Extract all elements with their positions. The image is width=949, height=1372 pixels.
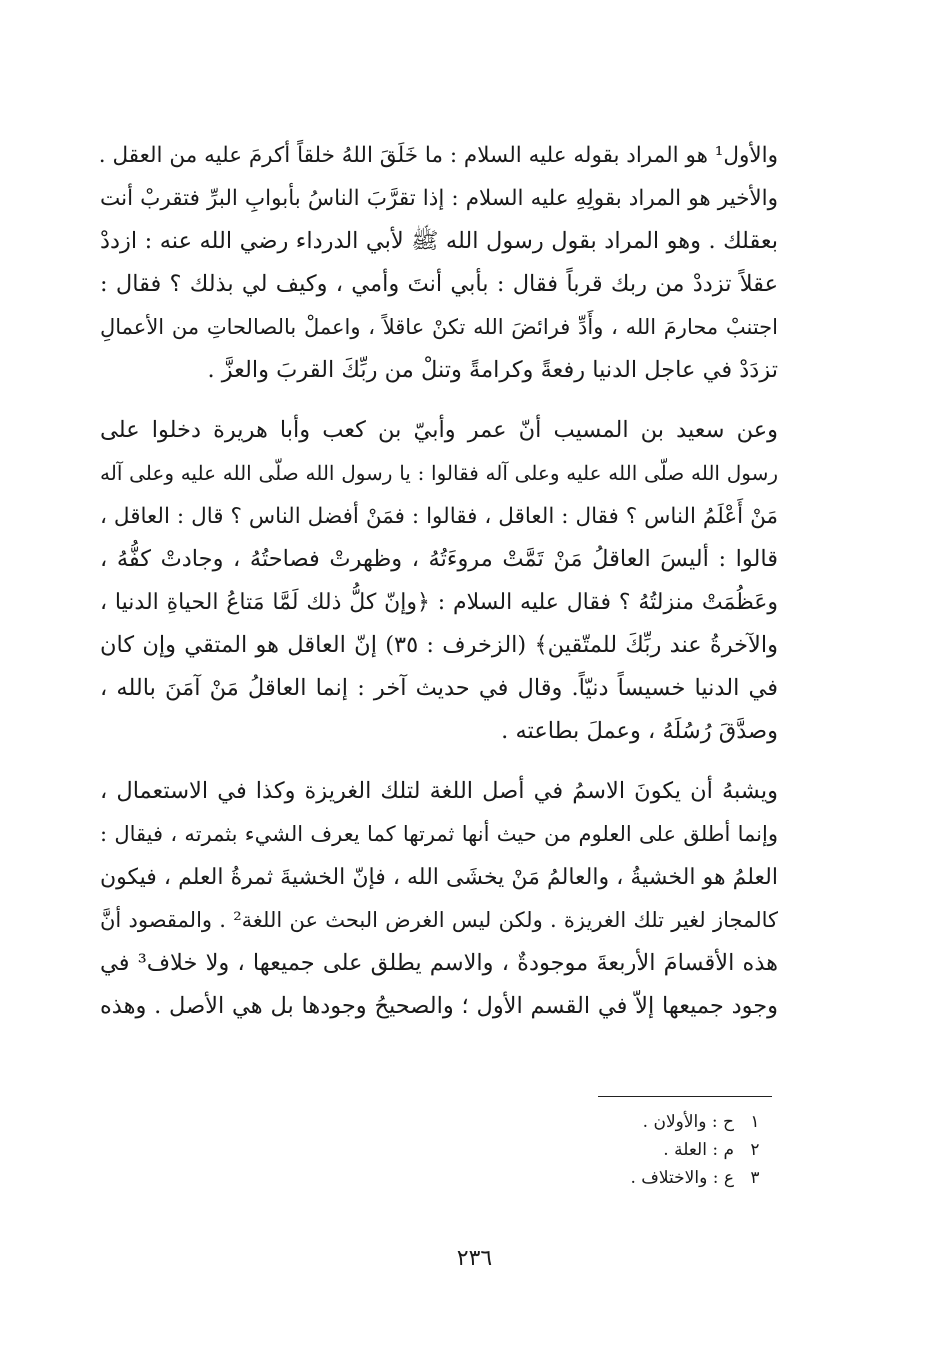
paragraph-3 [100, 770, 778, 1028]
text-line: وعن سعيد بن المسيب أنّ عمر وأبيّ بن كعب وأبا هريرة دخلوا على [100, 417, 778, 443]
text-line: مَنْ أَعْلَمُ الناس ؟ فقال : العاقل ، فقالوا : فمَنْ أفضل الناس ؟ قال : العاقل ، [100, 504, 778, 529]
footnote-text: ح : والأولان . [642, 1112, 734, 1132]
text-line: قالوا : أليسَ العاقلُ مَنْ تَمَّتْ مروءَتُهُ ، وظهرتْ فصاحتُهُ ، وجادتْ كفُّهُ ، [100, 546, 778, 572]
text-line: والأول¹ هو المراد بقوله عليه السلام : ما خَلَقَ اللهُ خلقاً أكرمَ عليه من العقل . [98, 143, 778, 168]
paragraph-1 [100, 134, 778, 392]
footnote-1 [540, 1108, 760, 1136]
footnote-text: م : العلة . [663, 1140, 734, 1160]
text-line: رسول الله صلّى الله عليه وعلى آله فقالوا : يا رسول الله صلّى الله عليه وعلى آله [100, 461, 778, 485]
footnotes [540, 1108, 760, 1192]
footnote-number: ٢ [750, 1140, 760, 1160]
text-line: في الدنيا خسيساً دنيّاً. وقال في حديث آخر : إنما العاقلُ مَنْ آمَنَ بالله ، [100, 675, 778, 701]
paragraph-2 [100, 409, 778, 753]
text-line: العلمُ هو الخشيةُ ، والعالمُ مَنْ يخشَى الله ، فإنّ الخشيةَ ثمرةُ العلم ، فيكون [100, 865, 778, 890]
footnote-number: ١ [750, 1112, 760, 1132]
text-line: بعقلك . وهو المراد بقول رسول الله ﷺ لأبي الدرداء رضي الله عنه : ازددْ [100, 228, 778, 254]
footnote-2 [540, 1136, 760, 1164]
footnote-divider [598, 1096, 772, 1097]
text-line: كالمجاز لغير تلك الغريزة . ولكن ليس الغرض البحث عن اللغة² . والمقصود أنَّ [100, 908, 778, 932]
main-text [100, 134, 778, 1045]
text-line: عقلاً تزددْ من ربك قرباً فقال : بأبي أنتَ وأمي ، وكيف لي بذلك ؟ فقال : [100, 271, 778, 297]
footnote-3 [540, 1164, 760, 1192]
text-line: تزدَدْ في عاجل الدنيا رفعةً وكرامةً وتنلْ من ربِّكَ القربَ والعزَّ . [207, 357, 778, 383]
text-line: ويشبهُ أن يكونَ الاسمُ في أصل اللغة لتلك الغريزة وكذا في الاستعمال ، [100, 778, 778, 804]
footnote-text: ع : والاختلاف . [630, 1168, 734, 1188]
footnote-number: ٣ [750, 1168, 760, 1188]
text-line: اجتنبْ محارمَ الله ، وأَدِّ فرائضَ الله تكنْ عاقلاً ، واعملْ بالصالحاتِ من الأعمالِ [100, 315, 778, 339]
text-line: وجود جميعها إلاّ في القسم الأول ؛ والصحيحُ وجودها بل هي الأصل . وهذه [100, 993, 778, 1019]
text-line: والآخرةُ عند ربِّكَ للمتّقين﴾ (الزخرف : ٣٥) إنّ العاقل هو المتقي وإن كان [100, 632, 778, 658]
text-line: هذه الأقسامَ الأربعةَ موجودةٌ ، والاسم يطلق على جميعها ، ولا خلاف³ في [100, 950, 779, 976]
page-number: ٢٣٦ [456, 1246, 493, 1271]
text-line: وصدَّقَ رُسُلَهُ ، وعملَ بطاعته . [501, 718, 778, 744]
text-line: والأخير هو المراد بقولِهِ عليه السلام : إذا تقرَّبَ الناسُ بأبوابِ البرِّ فتقربْ أنت [100, 186, 778, 211]
text-line: وإنما أطلق على العلوم من حيث أنها ثمرتها كما يعرف الشيء بثمرته ، فيقال : [100, 822, 778, 846]
text-line: وعَظُمَتْ منزلتُهُ ؟ فقال عليه السلام : ﴿وإنّ كلُّ ذلك لَمَّا مَتاعُ الحياةِ الدنيا ، [100, 590, 778, 615]
